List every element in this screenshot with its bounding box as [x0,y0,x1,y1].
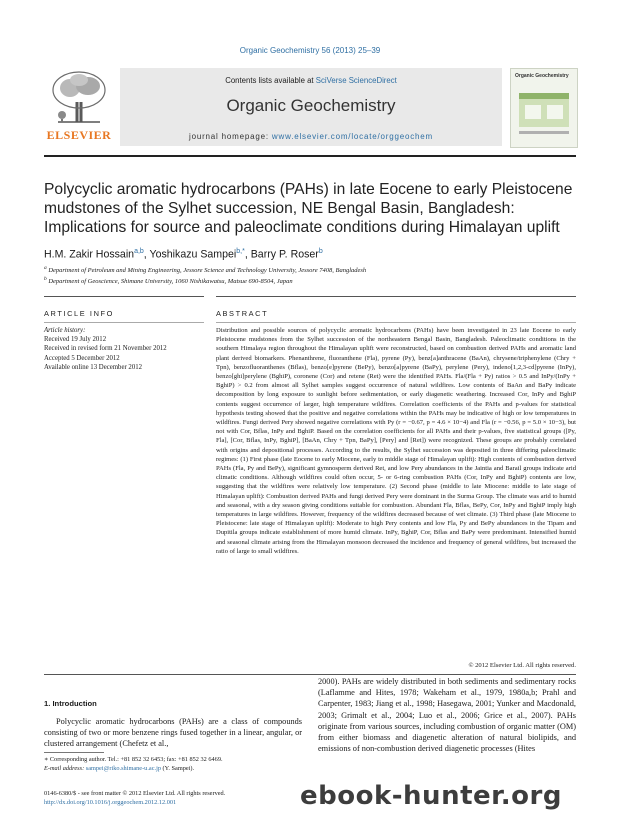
journal-cover-thumbnail [510,68,578,148]
article-history [44,326,204,372]
author-list: H.M. Zakir Hossain$^{a,b}$, Yoshikazu Sampei$^{b,*}$, Barry P. Roser$^b$ [44,248,323,261]
history-item: Available online 13 December 2012 [44,363,143,371]
footnote-rule [44,752,104,753]
homepage-link[interactable]: www.elsevier.com/locate/orggeochem [271,132,433,141]
email-suffix: (Y. Sampei). [160,765,195,772]
corresponding-footnote [44,755,302,773]
header-rule [44,155,576,157]
author-affil-mark[interactable]: a,b [134,248,144,255]
author-name: Yoshikazu Sampei [149,248,237,261]
abstract-text: Distribution and possible sources of polycyclic aromatic hydrocarbons (PAHs) have been investigated in 23 late Eocene to early Pleistocene mudstones from the Sylhet succession of the northeastern Bengal Basin, Bangladesh. Paleoclimatic conditions in the southern Himalaya region throughout the Himalayan uplift were reconstructed, based on combustion derived PAHs and aromatic land plant derived biomarkers. Phenanthrene, fluoranthene (Fla), pyrene (Py), benz[a]anthracene (BaAn), chrysene/triphenylene (Chry + Tpn), benzofluoranthenes (Bflas), benzo[e]pyrene (BePy), benzo[a]pyrene (BaPy), perylene (Pery), indeno[1,2,3-cd]pyrene (InPy), benzo[ghi]perylene (BghiP), coronene (Cor) and retene (Ret) were the identified PAHs. Fla/(Fla + Py) ratios > 0.5 and InPy/(InPy + BghiP) > 0.2 from almost all Sylhet samples suggest occurrence of natural wildfires. Low contents of BaAn and BaPy indicate decomposition by long exposure to sunlight before sedimentation, or early diagenetic weathering. Increased Cor, InPy and BghiP contents suggest occurrence of larger, high temperature wildfires. Correlation coefficients of the PAHs and p-values for statistical hypothesis testing showed that the positive and negative correlations within the PAHs may be indicative of high or low temperatures in wildfires. Fungi derived Pery showed negative correlations with Py (r = −0.67, p = 4.6 × 10−4) and Fla (r = −0.56, p = 5.0 × 10−3), but not with Cor, Bflas, InPy and BghiP. Based on the correlation coefficients for all PAHs and their p-values, five statistical groups ([Py, Fla], [Cor, Bflas, InPy, BghiP], [BaAn, Chry + Tpn, BaPy], [Pery] and [Ret]) were recognized. These groups are probably correlated with origins and depositional processes. According to the results, the Sylhet succession was deposited in three differing paleoclimatic regimes: (1) First phase (late Eocene to early Miocene, early to middle stage of Himalayan uplift): High contents of combustion derived PAHs (Fla, Py and BePy), significant gymnosperm derived Ret, and low Pery abundances in the Jaintia and Barail groups indicate arid climatic conditions. Although wildfires could often occur, 5- or 6-ring combustion PAHs (Cor, InPy and BghiP) contents are low, suggesting that the wildfires were relatively low temperature. (2) Second phase (middle to late Miocene: middle to late stage of Himalayan uplift): Combustion derived PAHs and fungi derived Pery were dominant in the Surma Group. The climate was arid to humid and seasonal, with a dry season giving conditions suitable for combustion. Abundant Fla, Bflas, BePy, Cor, InPy and BghiP imply high temperatures in large wildfires. However, frequency of the wildfires decreased because of wet climate. (3) Third phase (late Miocene to Pleistocene: late stage of Himalayan uplift): Moderate to high Pery contents and low Fla, Py and BePy abundances in the Tipam and Dupitila groups indicate establishment of more humid climate. InPy, BghiP, Cor, Bflas and BaPy were predominant. Intensified humid and seasonal climate arising from the Himalayan monsoon decreased the incidence and frequency of general wildfires, but increased the ratio of large to small wildfires. [216,327,576,555]
watermark: ebook-hunter.org [300,781,562,811]
cover-title: Organic Geochemistry [515,73,569,79]
issn-line: 0146-6380/$ - see front matter © 2012 Elsevier Ltd. All rights reserved. [44,790,226,797]
history-item: Accepted 5 December 2012 [44,354,120,362]
affiliation-mark: a [44,265,47,271]
section-rule [216,322,576,323]
elsevier-wordmark: ELSEVIER [46,128,112,142]
journal-title: Organic Geochemistry [226,96,396,115]
corresponding-author: ∗ Corresponding author. Tel.: +81 852 32 6453; fax: +81 852 32 6469. [44,756,223,763]
affiliation-text: Department of Petroleum and Mining Engineering, Jessore Science and Technology University, Jessore 7408, Bangladesh [48,267,367,275]
article-title: Polycyclic aromatic hydrocarbons (PAHs) in late Eocene to early Pleistocene mudstones of the Sylhet succession, NE Bengal Basin, Bangladesh: Implications for source and paleoclimate conditions during Himalayan uplift [44,181,573,236]
history-item: Received in revised form 21 November 2012 [44,345,167,353]
email-label: E-mail address: [44,765,86,772]
affiliation-mark: b [44,276,47,283]
article-info-heading: ARTICLE INFO [44,309,114,318]
copyright-notice: © 2012 Elsevier Ltd. All rights reserved. [468,662,576,669]
affiliation [44,264,576,275]
author-name: H.M. Zakir Hossain [44,248,135,261]
section-rule [44,296,204,297]
doi-link[interactable]: http://dx.doi.org/10.1016/j.orggeochem.2012.12.001 [44,799,177,806]
contents-prefix: Contents lists available at [225,76,316,85]
author-affil-mark[interactable]: b [318,248,323,255]
affiliations [44,264,576,286]
journal-reference[interactable]: Organic Geochemistry 56 (2013) 25–39 [239,46,381,55]
elsevier-logo [44,68,114,144]
affiliation-text: Department of Geoscience, Shimane University, 1060 Nishikawatsu, Matsue 690-8504, Japan [48,278,293,286]
intro-text-left: Polycyclic aromatic hydrocarbons (PAHs) are a class of compounds consisting of two or more benzene rings fused together in a linear, angular, or clustered arrangement (Chefetz et al., [44,717,302,749]
affiliation [44,275,576,286]
email-link[interactable]: sampei@riko.shimane-u.ac.jp [85,765,161,772]
author-name: Barry P. Roser [250,248,319,261]
journal-homepage [120,132,502,141]
issn-block [44,789,344,807]
homepage-prefix: journal homepage: [189,132,272,141]
email-line [44,764,302,773]
contents-line [120,76,502,85]
author-affil-mark[interactable]: b,* [236,248,245,255]
history-item: Received 19 July 2012 [44,336,107,344]
intro-text-right: 2000). PAHs are widely distributed in both sediments and sedimentary rocks (Laflamme and Hites, 1978; Wakeham et al., 1979, 1980a,b; Prahl and Carpenter, 1983; Jiang et al., 1998; Hasegawa, 2001; Yunker and Macdonald, 2003; Grimalt et al., 2004; Luo et al., 2006; Grice et al., 2007). PAHs originate from various sources, including combustion of organic matter (OM) from either biomass and diagenetic alteration of natural biolipids, and emissions of non-combustion derived diagenetic processes (Hites [318,677,576,754]
abstract-heading: ABSTRACT [216,309,269,318]
cover-graphic-icon [511,69,577,147]
sciencedirect-link[interactable]: SciVerse ScienceDirect [315,76,397,85]
history-label: Article history: [44,327,86,334]
section-rule [44,322,204,323]
intro-heading: 1. Introduction [44,699,97,708]
section-rule [216,296,576,297]
